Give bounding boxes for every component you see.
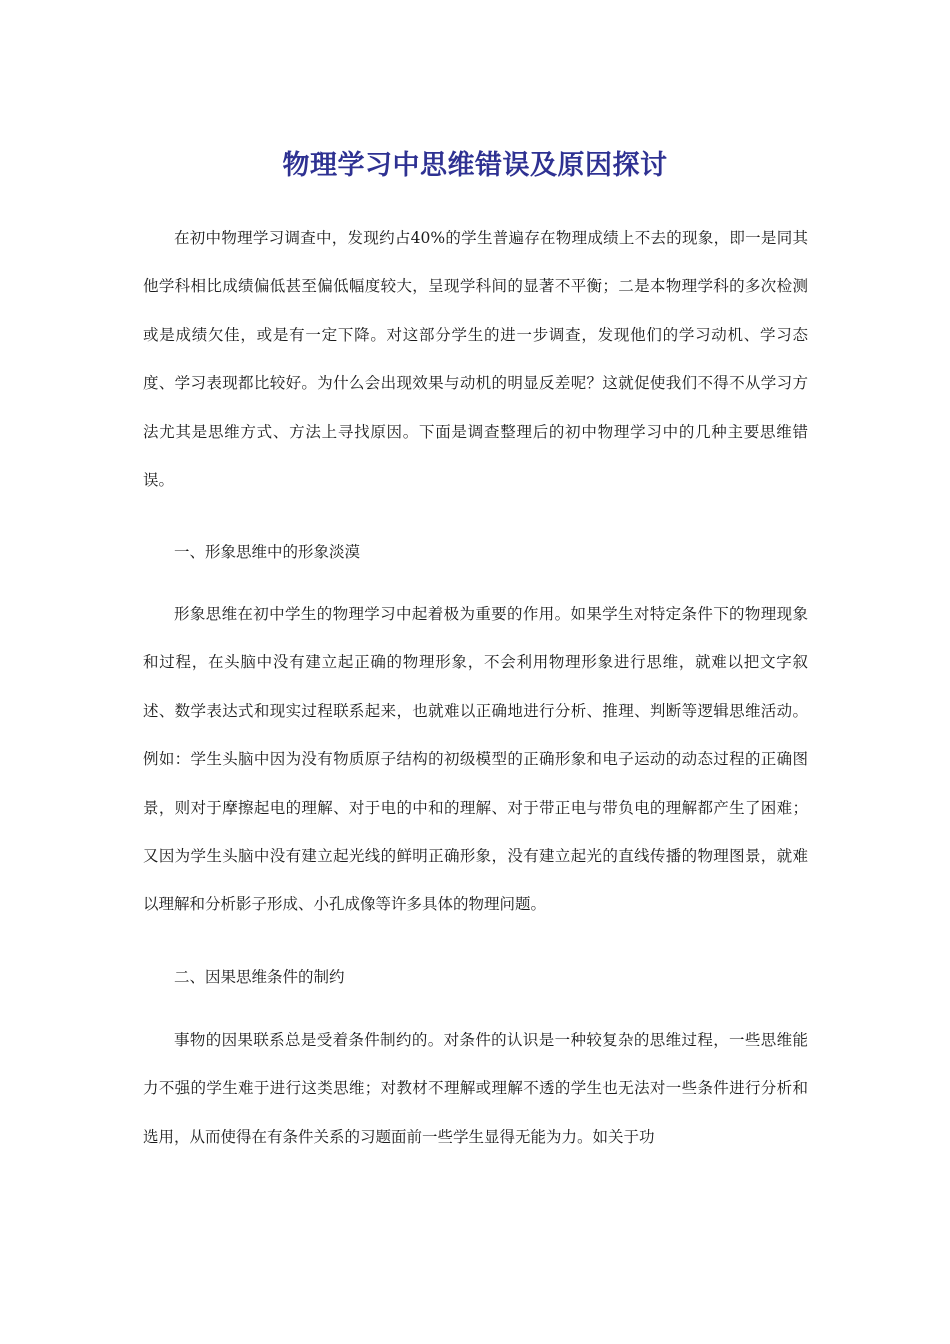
paragraph-section-1: 形象思维在初中学生的物理学习中起着极为重要的作用。如果学生对特定条件下的物理现象和过程，在头脑中没有建立起正确的物理形象，不会利用物理形象进行思维，就难以把文字叙述、数学表达式和现实过程联系起来，也就难以正确地进行分析、推理、判断等逻辑思维活动。例如：学生头脑中因为没有物质原子结构的初级模型的正确形象和电子运动的动态过程的正确图景，则对于摩擦起电的理解、对于电的中和的理解、对于带正电与带负电的理解都产生了困难；又因为学生头脑中没有建立起光线的鲜明正确形象，没有建立起光的直线传播的物理图景，就难以理解和分析影子形成、小孔成像等许多具体的物理问题。 — [143, 605, 808, 914]
section-heading-1: 一、形象思维中的形象淡漠 — [174, 543, 361, 561]
section-heading-2: 二、因果思维条件的制约 — [174, 968, 345, 986]
paragraph-intro: 在初中物理学习调查中，发现约占40%的学生普遍存在物理成绩上不去的现象，即一是同其他学科相比成绩偏低甚至偏低幅度较大，呈现学科间的显著不平衡；二是本物理学科的多次检测或是成绩欠佳，或是有一定下降。对这部分学生的进一步调查，发现他们的学习动机、学习态度、学习表现都比较好。为什么会出现效果与动机的明显反差呢？这就促使我们不得不从学习方法尤其是思维方式、方法上寻找原因。下面是调查整理后的初中物理学习中的几种主要思维错误。 — [143, 229, 808, 490]
document-title: 物理学习中思维错误及原因探讨 — [282, 150, 668, 181]
paragraph-section-2: 事物的因果联系总是受着条件制约的。对条件的认识是一种较复杂的思维过程，一些思维能力不强的学生难于进行这类思维；对教材不理解或理解不透的学生也无法对一些条件进行分析和选用，从而使得在有条件关系的习题面前一些学生显得无能为力。如关于功 — [143, 1031, 808, 1146]
